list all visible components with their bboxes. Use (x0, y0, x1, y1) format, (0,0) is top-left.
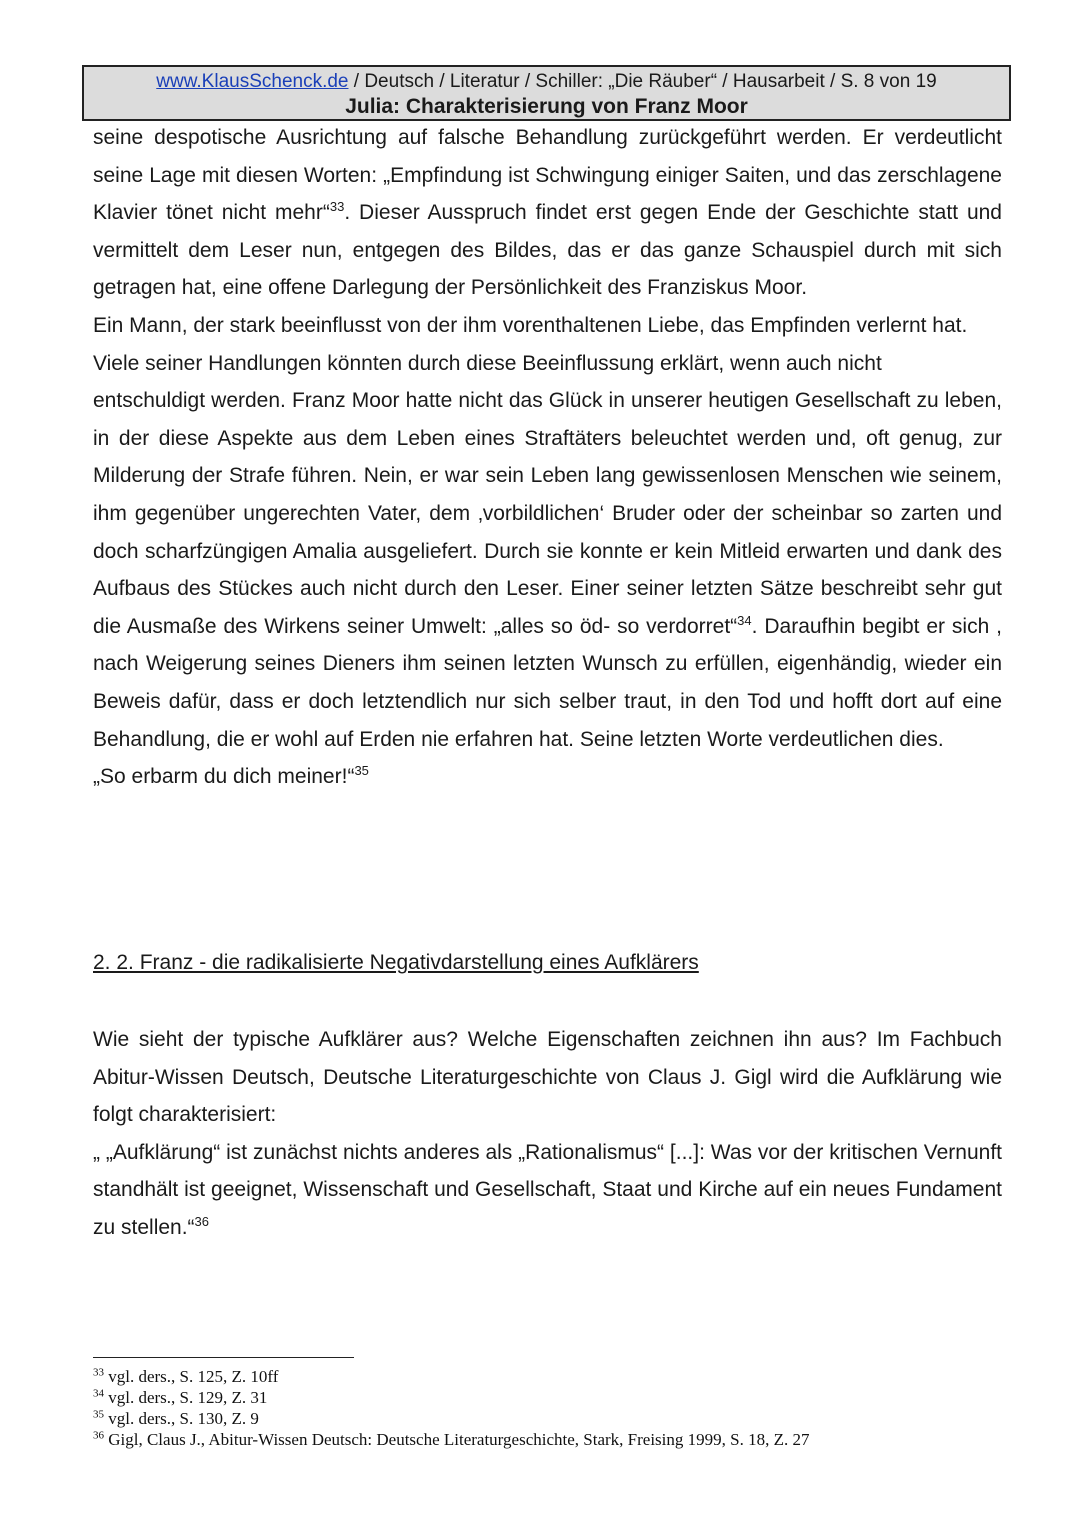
header-breadcrumb (84, 69, 1009, 95)
main-text (93, 119, 1002, 796)
footnote (93, 1366, 1002, 1387)
header-subtitle: Julia: Charakterisierung von Franz Moor (345, 95, 748, 118)
footnote-text: vgl. ders., S. 130, Z. 9 (108, 1409, 259, 1428)
paragraph-text: . Daraufhin begibt er sich , nach Weigerung seines Dieners ihm seinen letzten Wunsch zu erfüllen, eigenhändig, wieder ein Beweis dafür, dass er doch letztendlich nur sich selber traut, in den Tod und hofft dort auf eine Behandlung, die er wohl auf Erden nie erfahren hat. Seine letzten Worte verdeutlichen dies. (93, 614, 1002, 751)
footnotes (93, 1366, 1002, 1450)
footnote-ref[interactable]: 33 (329, 199, 345, 215)
paragraph-2-line-1: Ein Mann, der stark beeinflusst von der ihm vorenthaltenen Liebe, das Empfinden verlernt hat. (93, 313, 968, 337)
footnote-text: vgl. ders., S. 129, Z. 31 (108, 1388, 268, 1407)
footnote (93, 1387, 1002, 1408)
footnote-number: 35 (93, 1408, 104, 1421)
footnote (93, 1429, 1002, 1450)
page-header (82, 65, 1011, 121)
quote-text: „So erbarm du dich meiner!“ (93, 765, 355, 789)
paragraph-3: Wie sieht der typische Aufklärer aus? Welche Eigenschaften zeichnen ihn aus? Im Fachbuch Abitur-Wissen Deutsch, Deutsche Literaturgeschichte von Claus J. Gigl wird die Aufklärung wie folgt charakterisiert: (93, 1028, 1002, 1127)
site-link[interactable]: www.KlausSchenck.de (156, 71, 349, 92)
footnote-ref[interactable]: 36 (194, 1213, 210, 1229)
section-heading: 2. 2. Franz - die radikalisierte Negativdarstellung eines Aufklärers (93, 951, 699, 974)
footnote-number: 34 (93, 1387, 104, 1400)
footnote-text: vgl. ders., S. 125, Z. 10ff (108, 1367, 279, 1386)
paragraph-text: . Dieser Ausspruch findet erst gegen Ende der Geschichte statt und vermittelt dem Leser nun, entgegen des Bildes, das er das ganze Schauspiel durch mit sich getragen hat, eine offene Darlegung der Persönlichkeit des Franziskus Moor. (93, 201, 1002, 300)
paragraph-1 (93, 119, 1002, 307)
paragraph-text: entschuldigt werden. Franz Moor hatte nicht das Glück in unserer heutigen Gesellschaft zu leben, in der diese Aspekte aus dem Leben eines Straftäters beleuchtet werden und, oft genug, zur Milderung der Strafe führen. Nein, er war sein Leben lang gewissenlosen Menschen wie seinem, ihm gegenüber ungerechten Vater, dem ‚vorbildlichen‘ Bruder oder der scheinbar so zarten und doch scharfzüngigen Amalia ausgeliefert. Durch sie konnte er kein Mitleid erwarten und dank des Aufbaus des Stückes auch nicht durch den Leser. Einer seiner letzten Sätze beschreibt sehr gut die Ausmaße des Wirkens seiner Umwelt: „alles so öd- so verdorret“ (93, 389, 1002, 638)
footnote-divider (93, 1357, 354, 1358)
footnote-number: 33 (93, 1366, 104, 1379)
header-path: / Deutsch / Literatur / Schiller: „Die Räuber“ / Hausarbeit / S. 8 von 19 (348, 71, 937, 92)
quote-2 (93, 1134, 1002, 1247)
section-text (93, 1021, 1002, 1247)
quote-text: „ „Aufklärung“ ist zunächst nichts anderes als „Rationalismus“ [...]: Was vor der kritischen Vernunft standhält ist geeignet, Wissenschaft und Gesellschaft, Staat und Kirche auf ein neues Fundament zu stellen.“ (93, 1140, 1002, 1239)
footnote-text: Gigl, Claus J., Abitur-Wissen Deutsch: Deutsche Literaturgeschichte, Stark, Freising 1999, S. 18, Z. 27 (104, 1430, 810, 1449)
paragraph-2-line-2: Viele seiner Handlungen könnten durch diese Beeinflussung erklärt, wenn auch nicht (93, 351, 882, 375)
footnote-ref[interactable]: 35 (354, 763, 369, 779)
footnote-ref[interactable]: 34 (737, 612, 752, 628)
paragraph-2 (93, 382, 1002, 758)
quote-1 (93, 758, 1002, 796)
footnote (93, 1408, 1002, 1429)
footnote-number: 36 (93, 1429, 104, 1442)
paragraph-text: seine despotische Ausrichtung auf falsche Behandlung zurückgeführt werden. Er verdeutlicht seine Lage mit diesen Worten: „Empfindung ist Schwingung einiger Saiten, und das zerschlagene Klavier tönet nicht mehr“ (93, 126, 1002, 225)
